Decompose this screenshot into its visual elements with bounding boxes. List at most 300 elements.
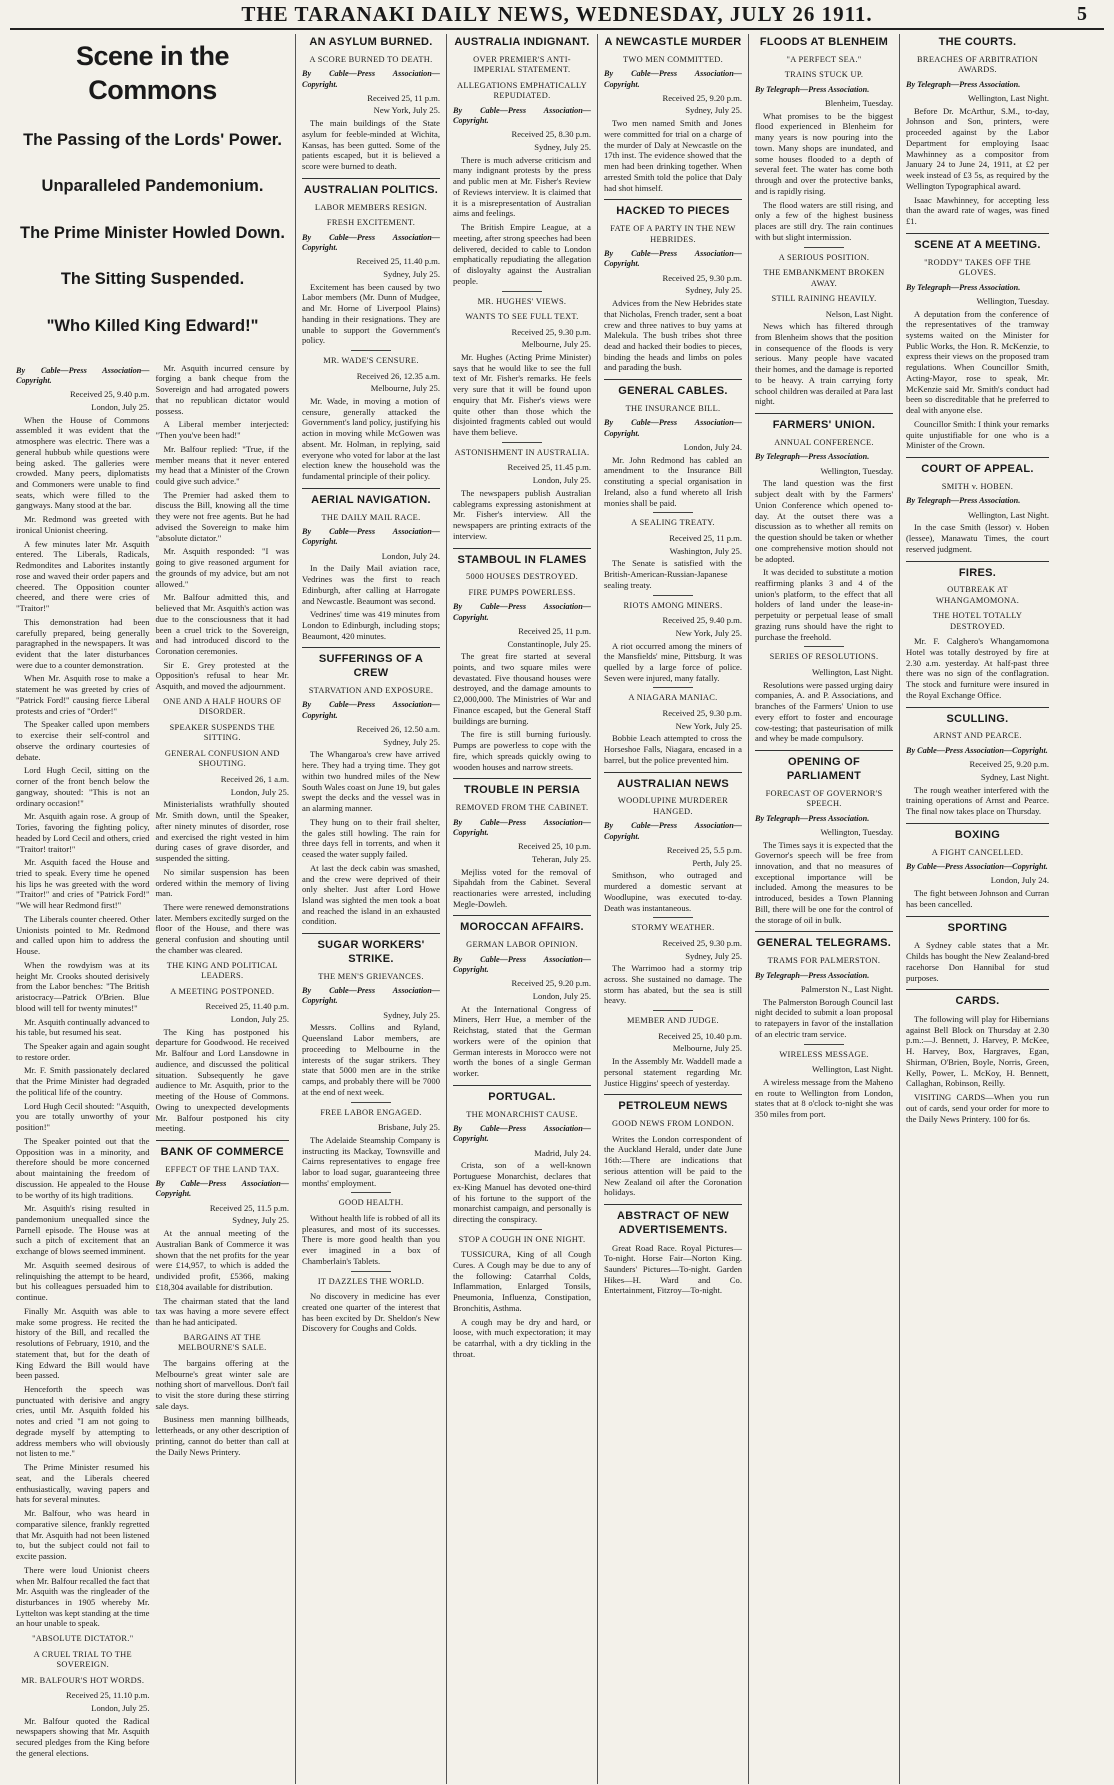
paragraph: A Sydney cable states that a Mr. Childs has bought the New Zealand-bred racehorse Don Hannibal for stud purposes. (906, 940, 1049, 983)
received-time: Received 25, 9.40 p.m. (662, 615, 742, 626)
dateline: Wellington, Last Night. (812, 1064, 893, 1075)
paragraph: Mr. Balfour admitted this, and believed that Mr. Asquith's action was due to the consciousness that it had been a cruel trick to the Sovereign, and had introduced discord to the Coronation ceremonies. (155, 592, 289, 656)
paragraph: Mr. F. Smith passionately declared that the Prime Minister had degraded the political life of the country. (16, 1065, 150, 1097)
paragraph: The Speaker again and again sought to restore order. (16, 1040, 150, 1062)
article-subhead: A SEALING TREATY. (631, 518, 715, 528)
article-headline: SCENE AT A MEETING. (906, 233, 1049, 253)
article-headline: ABSTRACT OF NEW ADVERTISEMENTS. (604, 1204, 742, 1238)
dateline: Sydney, July 25. (685, 950, 742, 961)
dateline: London, July 24. (990, 875, 1049, 886)
paragraph: Mr. Asquith incurred censure by forging a bank cheque from the Sovereign and had arrogated powers that no republican dictator would possess. (155, 362, 289, 416)
article-subhead: FREE LABOR ENGAGED. (320, 1107, 422, 1117)
article-headline: AN ASYLUM BURNED. (309, 36, 433, 48)
paragraph: The Whangaroa's crew have arrived here. They had a trying time. They got within two hundred miles of the New South Wales coast on June 19, but gales swept the decks and the vessel was in an alarming manner. (302, 749, 440, 814)
subheadline: Unparalleled Pandemonium. (41, 177, 264, 196)
byline: By Cable—Press Association—Copyright. (906, 862, 1048, 872)
article-subhead: THE HOTEL TOTALLY DESTROYED. (932, 611, 1023, 631)
byline: By Cable—Press Association—Copyright. (453, 954, 591, 974)
received-time: Received 25, 9.20 p.m. (511, 978, 591, 989)
byline: By Cable—Press Association—Copyright. (604, 418, 742, 438)
article-subhead: THE MONARCHIST CAUSE. (466, 1109, 578, 1119)
section-subhead: MR. BALFOUR'S HOT WORDS. (21, 1675, 145, 1685)
byline: By Telegraph—Press Association. (755, 452, 870, 462)
paragraph: Finally Mr. Asquith was able to make some progress. He recited the history of the Bill, and recalled the resolutions of February, 1910, and the statement that, but for the death of King Edward the Bill would have been passed. (16, 1305, 150, 1381)
received-time: Received 25, 11.10 p.m. (66, 1690, 150, 1701)
paragraph: The King has postponed his departure for Goodwood. He received Mr. Balfour and Lord Lansdowne in audience, and discussed the political situation. Subsequently he gave audience to Mr. Asquith, prior to the meeting of the House of Commons. Owing to unexpected developments Mr. Balfour postponed his city meeting. (155, 1026, 289, 1134)
article-headline: COURT OF APPEAL. (906, 457, 1049, 477)
paragraph: Before Dr. McArthur, S.M., to-day, Johnson and Son, printers, were proceeded against by the Labor Department for employing Isaac Mawhinney as a compositor from January 24 to June 24, 1911, at £2 per week instead of £3 5s, as required by the Wellington Typographical award. (906, 105, 1049, 191)
paragraph: A cough may be dry and hard, or loose, with much expectoration; it may be catarrhal, with a dry tickling in the throat. (453, 1316, 591, 1359)
received-time: Received 26, 12.50 a.m. (356, 723, 440, 734)
byline: By Telegraph—Press Association. (755, 970, 870, 980)
dateline: Sydney, Last Night. (980, 771, 1049, 782)
article-subhead: A SCORE BURNED TO DEATH. (309, 54, 433, 64)
paragraph: Without health life is robbed of all its pleasures, and most of its successes. There is more good health than you ever imagined in a box of Chamberlain's Tablets. (302, 1212, 440, 1266)
paragraph: A riot occurred among the miners of the Mansfields' mine, Pittsburg. It was quelled by a large force of police. Seven were injured, many fatally. (604, 640, 742, 683)
byline: By Cable—Press Association—Copyright. (302, 69, 440, 89)
paragraph: Messrs. Collins and Ryland, Queensland Labor members, are proceeding to Melbourne in the interests of the sugar strikers. They state that 5000 men are in the strike camps, and probably there will be 7000 at the end of next week. (302, 1022, 440, 1097)
article-subhead: FATE OF A PARTY IN THE NEW HEBRIDES. (610, 224, 736, 244)
dateline: Sydney, July 25. (685, 285, 742, 296)
article-subhead: WIRELESS MESSAGE. (779, 1049, 869, 1059)
byline: By Cable—Press Association—Copyright. (453, 817, 591, 837)
paragraph: In the case Smith (lessor) v. Hoben (lessee), Manawatu Times, the court reserved judgment. (906, 522, 1049, 554)
paragraph: The Warrimoo had a stormy trip across. She sustained no damage. The storm has abated, but the sea is still heavy. (604, 963, 742, 1006)
divider-rule (502, 442, 542, 443)
paragraph: Mr. Hughes (Acting Prime Minister) says that he would like to see the full text of Mr. Fisher's remarks. He feels very sure that it will be found upon enquiry that Mr. Fisher's views were quite other than those which the disjointed fragments cabled out would have them believe. (453, 352, 591, 438)
section-head: "ABSOLUTE DICTATOR." (32, 1634, 134, 1644)
paragraph: Mr. Balfour replied: "True, if the member means that it never entered my head that a Minister of the Crown could give such advice." (155, 443, 289, 486)
article-headline: TROUBLE IN PERSIA (453, 778, 591, 798)
article-headline: GENERAL CABLES. (604, 379, 742, 399)
received-time: Received 25, 11.5 p.m. (209, 1202, 289, 1213)
paragraph: Mr. Balfour, who was heard in comparative silence, frankly regretted that Mr. Asquith had not been listened to, but the subject could not fail to excite passion. (16, 1508, 150, 1562)
paragraph: The Palmerston Borough Council last night decided to submit a loan proposal to ratepayers in favor of the installation of an electric tram service. (755, 996, 893, 1039)
section-subhead: SPEAKER SUSPENDS THE SITTING. (169, 722, 275, 743)
article-subhead: SERIES OF RESOLUTIONS. (769, 652, 879, 662)
byline: By Cable—Press Association—Copyright. (453, 1124, 591, 1144)
column-2 (296, 34, 447, 1784)
column-5 (749, 34, 900, 1784)
section-subhead: A CRUEL TRIAL TO THE SOVEREIGN. (33, 1649, 132, 1670)
divider-rule (653, 1010, 693, 1011)
paragraph: At the International Congress of Miners, Herr Hue, a member of the Reichstag, stated that the German workers were of the opinion that German interests in Morocco were not worth the bones of a single German worker. (453, 1003, 591, 1079)
paragraph: Mr. Asquith responded: "I was going to give reasoned argument for the grounds of my advice, but am not allowed." (155, 546, 289, 589)
article-subhead: MR. HUGHES' VIEWS. (477, 296, 567, 306)
paragraph: Business men manning billheads, letterheads, or any other description of printing, cannot do better than call at the Daily News Printery. (155, 1414, 289, 1457)
subheadline: The Sitting Suspended. (60, 270, 245, 289)
article-headline: SCULLING. (906, 707, 1049, 727)
received-time: Received 25, 9.30 p.m. (511, 326, 591, 337)
received-time: Received 25, 9.30 p.m. (662, 937, 742, 948)
dateline: New York, July 25. (675, 627, 742, 638)
divider-rule (502, 291, 542, 292)
paragraph: Mr. F. Calghero's Whangamomona Hotel was totally destroyed by fire at 2.30 a.m. yesterday. At half-past three there was no sign of the conflagration. The stock and furniture were insured in the Royal Exchange Office. (906, 636, 1049, 700)
divider-rule (653, 687, 693, 688)
paragraph: Mr. Asquith continually advanced to his table, but resumed his seat. (16, 1016, 150, 1038)
divider-rule (351, 1192, 391, 1193)
sub-sections (156, 697, 290, 1134)
paragraph: The Senate is satisfied with the British-American-Russian-Japanese sealing treaty. (604, 558, 742, 590)
paragraph: A wireless message from the Maheno en route to Wellington from London, states that at 8 o'clock to-night she was 350 miles from port. (755, 1076, 893, 1120)
paragraph: Crista, son of a well-known Portuguese Monarchist, declares that ex-King Manuel has devoted one-third of his fortune to the support of the monarchist campaign, and personally is directing the conspiracy. (453, 1160, 591, 1224)
paragraph: The fight between Johnson and Curran has been cancelled. (906, 888, 1049, 909)
article-subhead: WANTS TO SEE FULL TEXT. (465, 312, 579, 322)
paragraph: TUSSICURA, King of all Cough Cures. A Cough may be due to any of the following: Catarrhal Colds, Inflammation, Enlarged Tonsils, Pneumonia, Influenza, Constipation, Bronchitis, Asthma. (453, 1249, 591, 1313)
paragraph: At last the deck cabin was smashed, and the crew were deprived of their only shelter. Just after Lord Howe Island was sighted the men took a boat and reached the island in an exhausted condition. (302, 862, 440, 927)
article-subhead: ALLEGATIONS EMPHATICALLY REPUDIATED. (457, 80, 587, 101)
paragraph: The British Empire League, at a meeting, after strong speeches had been delivered, decided to cable to London emphatically repudiating the allegation of disloyalty against the Australian people. (453, 222, 591, 286)
article-headline: GENERAL TELEGRAMS. (755, 931, 893, 951)
paragraph: The Premier had asked them to discuss the Bill, knowing all the time they were not free agents. But he had advised the Sovereign to make him "absolute dictator." (155, 489, 289, 543)
divider-rule (804, 247, 844, 248)
article-headline: SUFFERINGS OF A CREW (302, 647, 440, 681)
received-time: Received 25, 9.30 p.m. (662, 272, 742, 283)
dateline: Sydney, July 25. (232, 1215, 289, 1226)
dateline: New York, July 25. (373, 105, 440, 116)
received-time: Received 26, 1 a.m. (220, 773, 289, 784)
byline: By Cable—Press Association—Copyright. (302, 527, 440, 547)
paragraph: The flood waters are still rising, and only a few of the highest business places are still dry. The rain continues with but slight intermission. (755, 199, 893, 242)
byline: By Telegraph—Press Association. (906, 282, 1021, 292)
dateline: Sydney, July 25. (534, 141, 591, 152)
paragraph: No discovery in medicine has ever created one quarter of the interest that has been excited by Dr. Sheldon's New Discovery for Coughs and Colds. (302, 1291, 440, 1334)
article-headline: CARDS. (906, 989, 1049, 1009)
article-subhead: "RODDY" TAKES OFF THE GLOVES. (924, 257, 1031, 278)
column-4 (598, 34, 749, 1784)
paragraph: They hung on to their frail shelter, the gales still howling. The rain for three days fell in torrents, and when it ceased the water supply failed. (302, 816, 440, 860)
paragraph: Mr. Asquith again rose. A group of Tories, favoring the fighting policy, headed by Lord Cecil and others, cried "Traitor! traitor!" (16, 811, 150, 854)
byline: By Cable—Press Association—Copyright. (453, 105, 591, 125)
article-subhead: A NIAGARA MANIAC. (628, 693, 718, 703)
article-subhead: THE EMBANKMENT BROKEN AWAY. (763, 268, 885, 288)
article-subhead: FIRE PUMPS POWERLESS. (468, 587, 576, 597)
dateline: London, July 25. (91, 1702, 150, 1713)
subheadline: The Prime Minister Howled Down. (20, 223, 285, 242)
columns (10, 34, 1104, 1784)
dateline: Perth, July 25. (692, 857, 742, 868)
paragraph: VISITING CARDS—When you run out of cards, send your order for more to the Daily News Printery. 100 for 6s. (906, 1092, 1049, 1124)
article-subhead: WOODLUPINE MURDERER HANGED. (617, 796, 729, 816)
paragraph: Mr. John Redmond has cabled an amendment to the Insurance Bill constituting a special organisation in Ireland, also a fund whereto all Irish monies shall be paid. (604, 454, 742, 508)
paragraph: When the rowdyism was at its height Mr. Crooks shouted derisively from the Labor benches: "The British aristocracy—Patrick O'Brien. Blue blood will tell for twenty minutes!" (16, 959, 150, 1013)
paragraph: Mr. Asquith seemed desirous of relinquishing the attempt to be heard, but his colleagues persuaded him to continue. (16, 1259, 150, 1303)
paragraph: Great Road Race. Royal Pictures—To-night. Horse Fair—Norton King. Saunders' Pictures—To-night. Garden Hikes—H. Ward and Co. Entertainment, Fitzroy—To-night. (604, 1242, 742, 1296)
paragraph: There were loud Unionist cheers when Mr. Balfour recalled the fact that Mr. Asquith was the ringleader of the disturbances in 1905 whereby Mr. Lyttelton was kept standing at the time an hour unable to speak. (16, 1564, 150, 1629)
article-subhead: A FIGHT CANCELLED. (931, 847, 1024, 857)
dateline: Sydney, July 25. (383, 1009, 440, 1020)
paragraph: Bobbie Leach attempted to cross the Horseshoe Falls, Niagara, encased in a barrel, but the police prevented him. (604, 733, 742, 765)
article-subhead: FRESH EXCITEMENT. (326, 218, 416, 228)
paragraph: At the annual meeting of the Australian Bank of Commerce it was shown that the net profits for the year were £14,957, to which is added the undivided profit, £5366, making £18,304 available for distribution. (155, 1228, 289, 1292)
article-body (16, 1716, 150, 1759)
paragraph: A Liberal member interjected: "Then you've been had!" (155, 419, 289, 441)
paragraph: The bargains offering at the Melbourne's great winter sale are nothing short of marvellous. Don't fail to visit the store during these stirring sale days. (155, 1357, 289, 1411)
paragraph: The Adelaide Steamship Company is instructing its Mackay, Townsville and Cairns representatives to engage free labor to load sugar, guaranteeing three months' employment. (302, 1134, 440, 1188)
paragraph: In the Assembly Mr. Waddell made a personal statement regarding Mr. Justice Higgins' speech of yesterday. (604, 1056, 742, 1088)
divider-rule (653, 917, 693, 918)
dateline: London, July 25. (230, 1013, 289, 1024)
received-time: Received 25, 9.20 p.m. (662, 92, 742, 103)
byline: By Cable—Press Association—Copyright. (302, 232, 440, 252)
article-headline: A NEWCASTLE MURDER (604, 36, 742, 48)
paragraph: Lord Hugh Cecil shouted: "Asquith, you are totally unworthy of your position!" (16, 1100, 150, 1133)
dateline: Wellington, Last Night. (812, 666, 893, 677)
article-body (156, 1228, 290, 1328)
byline: By Telegraph—Press Association. (755, 84, 870, 94)
paragraph: When Mr. Asquith rose to make a statement he was greeted by cries of "Patrick Ford!" causing fierce Liberal protests and cries of "Order!" (16, 673, 150, 716)
received-time: Received 25, 10.40 p.m. (658, 1030, 742, 1041)
page-number: 5 (1077, 3, 1088, 25)
paragraph: There is much adverse criticism and many indignant protests by the press and public men at Mr. Fisher's Review of Reviews interview. It is claimed that it is a misrepresentation of Australian aims and feelings. (453, 154, 591, 219)
received-time: Received 25, 9.40 p.m. (70, 389, 150, 400)
paragraph: Mr. Asquith faced the House and tried to speak. Every time he opened his lips he was greeted with the word "Traitor!" and cries of "Patrick Ford!" "We will hear Redmond first!" (16, 857, 150, 911)
article-subhead: REMOVED FROM THE CABINET. (455, 803, 589, 813)
article-headline: BANK OF COMMERCE (156, 1140, 290, 1160)
article-headline: FLOODS AT BLENHEIM (759, 36, 889, 48)
paragraph: A deputation from the conference of the representatives of the tramway systems waited on the Minister for Public Works, the Hon. R. McKenzie, to express their views on the proposed tram regulations. When Councillor Smith, Acting-Mayor, rose to speak, Mr. McKenzie said Mr. Smith's conduct had been so discreditable that he preferred to deal with anyone else. (906, 308, 1049, 416)
byline: By Telegraph—Press Association. (906, 79, 1021, 89)
divider-rule (653, 595, 693, 596)
article-subhead: EFFECT OF THE LAND TAX. (165, 1164, 280, 1174)
paragraph: Isaac Mawhinney, for accepting less than the award rate of wages, was fined £1. (906, 194, 1049, 227)
dateline: Wellington, Tuesday. (976, 295, 1049, 306)
byline: By Telegraph—Press Association. (755, 813, 870, 823)
dateline: Wellington, Last Night. (968, 509, 1049, 520)
article-headline: FARMERS' UNION. (755, 413, 893, 433)
article-subhead: GERMAN LABOR OPINION. (466, 940, 578, 950)
article-headline: HACKED TO PIECES (604, 199, 742, 219)
article-subhead: THE DAILY MAIL RACE. (321, 512, 421, 522)
subheadline: "Who Killed King Edward!" (46, 317, 259, 335)
paragraph: The great fire started at several points, and two square miles were devastated. Five thousand houses were destroyed, and the damage amounts to £2,000,000. The Ministries of War and Finance escaped, but the General Staff buildings are burning. (453, 651, 591, 726)
article-headline: BOXING (906, 823, 1049, 843)
paragraph: Mr. Redmond was greeted with ironical Unionist cheering. (16, 514, 150, 535)
article-subhead: OUTBREAK AT WHANGAMOMONA. (935, 585, 1020, 605)
article-subhead: ANNUAL CONFERENCE. (774, 437, 874, 447)
dateline: London, July 25. (532, 475, 591, 486)
divider-rule (804, 1044, 844, 1045)
article-subhead: BREACHES OF ARBITRATION AWARDS. (917, 54, 1038, 75)
article-subhead: STOP A COUGH IN ONE NIGHT. (458, 1234, 586, 1244)
section-head: BARGAINS AT THE MELBOURNE'S SALE. (177, 1332, 267, 1353)
paragraph: Advices from the New Hebrides state that Nicholas, French trader, sent a boat crew and three natives to buy yams at Malekula. The bush tribes shot three dead and hacked their bodies to pieces, binding the heads and limbs on poles and parading the bush. (604, 298, 742, 373)
received-time: Received 25, 9.30 p.m. (662, 707, 742, 718)
article-body (156, 1358, 290, 1458)
article-subhead: MR. WADE'S CENSURE. (323, 356, 419, 366)
paragraph: What promises to be the biggest flood experienced in Blenheim for many years is now pouring into the town. Many shops are inundated, and some houses flooded to a depth of several feet. The water has come both through and over the protective banks, and is rapidly rising. (755, 110, 893, 196)
article-headline: MOROCCAN AFFAIRS. (453, 915, 591, 935)
paragraph: Vedrines' time was 419 minutes from London to Edinburgh, including stops; Beaumont, 420 minutes. (302, 609, 440, 641)
dateline: Melbourne, July 25. (672, 1043, 742, 1054)
dateline: Brisbane, July 25. (377, 1122, 440, 1133)
received-time: Received 25, 11 p.m. (367, 92, 440, 103)
paragraph: Councillor Smith: I think your remarks quite unjustifiable for one who is a Minister of the Crown. (906, 418, 1049, 451)
paragraph: The Speaker pointed out that the Opposition was in a minority, and therefore should be more concerned about maintaining the freedom of discussion. He appealed to the House to be worthy of its high traditions. (16, 1135, 150, 1200)
article-subhead: STILL RAINING HEAVILY. (771, 294, 877, 304)
paragraph: Mr. Wade, in moving a motion of censure, generally attacked the Government's land policy, justifying his action in moving while McGowen was absent. Mr. Holman, in replying, said everyone who voted for labor at the last election knew the household was the fundamental principle of their policy. (302, 395, 440, 482)
article-subhead: IT DAZZLES THE WORLD. (317, 1276, 425, 1286)
paragraph: Mr. Balfour quoted the Radical newspapers showing that Mr. Asquith secured pledges from the King before the general elections. (16, 1715, 150, 1758)
section-head: THE KING AND POLITICAL LEADERS. (166, 960, 278, 981)
article-headline: SUGAR WORKERS' STRIKE. (302, 933, 440, 967)
byline: By Telegraph—Press Association. (906, 496, 1021, 506)
article-subhead: TWO MEN COMMITTED. (622, 54, 724, 64)
received-time: Received 25, 5.5 p.m. (666, 844, 742, 855)
byline: By Cable—Press Association—Copyright. (906, 745, 1048, 755)
dateline: London, July 25. (91, 401, 150, 412)
article-subhead: LABOR MEMBERS RESIGN. (314, 202, 428, 212)
dateline: Wellington, Tuesday. (820, 826, 893, 837)
dateline: Melbourne, July 25. (521, 339, 591, 350)
byline: By Cable—Press Association—Copyright. (604, 69, 742, 89)
paragraph: The Times says it is expected that the Governor's speech will be free from innovation, and that no measures of exceptional importance will be included. Among the measures to be introduced, besides a Town Planning Bill, there will be one for the control of the storage of oil in bulk. (755, 839, 893, 925)
article-subhead: GOOD NEWS FROM LONDON. (612, 1119, 734, 1129)
section-head: ONE AND A HALF HOURS OF DISORDER. (163, 696, 282, 717)
section-subhead: A MEETING POSTPONED. (170, 986, 275, 996)
received-time: Received 26, 12.35 a.m. (356, 370, 440, 381)
dateline: Wellington, Tuesday. (820, 465, 893, 476)
paragraph: No similar suspension has been ordered within the memory of living man. (155, 866, 289, 899)
masthead-title: THE TARANAKI DAILY NEWS, WEDNESDAY, JULY 26 1911. (241, 1, 873, 26)
divider-rule (351, 1102, 391, 1103)
paragraph: Ministerialists wrathfully shouted Mr. Smith down, until the Speaker, after ninety minutes of disorder, rose and exercised the right vested in him during cases of grave disorder, and suspended the sitting. (155, 799, 289, 864)
article-subhead: STORMY WEATHER. (631, 923, 715, 933)
paragraph: Mejliss voted for the removal of Sipahdah from the Cabinet. Several reactionaries were arrested, including Megle-Dowleh. (453, 866, 591, 909)
paragraph: This demonstration had been carefully prepared, being generally paragraphed in the newspapers. It was evident that the later disturbances were due to a counter demonstration. (16, 616, 150, 670)
masthead (10, 0, 1104, 30)
column-3 (447, 34, 598, 1784)
column-commons (10, 34, 296, 1784)
paragraph: The following will play for Hibernians against Bell Block on Thursday at 2.30 p.m.:—J. Bennett, J. Harvey, P. McKee, H. Harvey, Box, Hargraves, Egan, Shirman, O'Brien, Boyle, Norris, Green, Kelly, Power, L. McKoy, H. Bennett, Callaghan, Robinson, Reilly. (906, 1014, 1049, 1089)
dateline: Wellington, Last Night. (968, 93, 1049, 103)
article-subhead: ARNST AND PEARCE. (933, 731, 1022, 741)
dateline: Sydney, July 25. (685, 105, 742, 116)
article-subhead: FORECAST OF GOVERNOR'S SPEECH. (765, 788, 883, 809)
article-subhead: THE INSURANCE BILL. (625, 403, 721, 413)
dateline: London, July 25. (532, 990, 591, 1001)
article-subhead: TRAINS STUCK UP. (784, 70, 864, 80)
paragraph: Smithson, who outraged and murdered a domestic servant at Woodlupine, was executed to-day. Death was instantaneous. (604, 870, 742, 913)
paragraph: The rough weather interfered with the training operations of Arnst and Pearce. The final now takes place on Thursday. (906, 784, 1049, 817)
section-subhead: GENERAL CONFUSION AND SHOUTING. (164, 748, 280, 769)
paragraph: The main buildings of the State asylum for feeble-minded at Wichita, Kansas, has been gutted. Some of the patients escaped, but it is believed a score were burned to death. (302, 118, 440, 172)
divider-rule (351, 350, 391, 351)
dateline: London, July 24. (683, 441, 742, 452)
paragraph: There were renewed demonstrations later. Members excitedly surged on the floor of the House, and there was general confusion and shouting until the chamber was cleared. (155, 902, 289, 955)
article-body (16, 415, 150, 1630)
byline: By Cable—Press Association—Copyright. (16, 365, 150, 385)
article-headline: PORTUGAL. (453, 1085, 591, 1105)
commons-left-column (16, 363, 150, 1762)
article-body (156, 363, 290, 692)
paragraph: Mr. Asquith's rising resulted in pandemonium unequalled since the Parnell episode. The House was at such a pitch of excitement that an exchange of blows seemed imminent. (16, 1203, 150, 1257)
paragraph: In the Daily Mail aviation race, Vedrines was the first to reach Edinburgh, after calling at Harrogate and Newcastle. Beaumont was second. (302, 563, 440, 606)
dateline: Blenheim, Tuesday. (825, 98, 893, 108)
subheadline: The Passing of the Lords' Power. (23, 130, 282, 149)
dateline: Washington, July 25. (669, 545, 742, 556)
paragraph: Two men named Smith and Jones were committed for trial on a charge of the murder of Daly at Newcastle on the 17th inst. The evidence showed that the men had been drinking together. When arrested Smith told the police that Daly had shot himself. (604, 118, 742, 193)
article-subhead: THE MEN'S GRIEVANCES. (318, 971, 424, 981)
divider-rule (653, 512, 693, 513)
paragraph: The fire is still burning furiously. Pumps are powerless to cope with the fire, which spreads quickly owing to wooden houses and narrow streets. (453, 729, 591, 772)
article-headline: AUSTRALIAN POLITICS. (302, 178, 440, 198)
byline: By Cable—Press Association—Copyright. (155, 1179, 289, 1199)
column-6 (900, 34, 1055, 1784)
main-headline: Scene in the Commons (75, 41, 230, 105)
dateline: London, July 24. (381, 550, 440, 561)
paragraph: It was decided to substitute a motion reaffirming planks 3 and 4 of the union's platform, to the effect that all holders of land under the lease-in-perpetuity or perpetual lease of small grazing runs should have the right to purchase the freehold. (755, 567, 893, 642)
byline: By Cable—Press Association—Copyright. (453, 602, 591, 622)
article-subhead: "A PERFECT SEA." (786, 54, 862, 64)
dateline: New York, July 25. (675, 720, 742, 731)
received-time: Received 25, 11.45 p.m. (507, 462, 591, 473)
article-subhead: SMITH v. HOBEN. (941, 481, 1014, 491)
received-time: Received 25, 11.40 p.m. (356, 256, 440, 267)
article-headline: OPENING OF PARLIAMENT (755, 750, 893, 784)
divider-rule (351, 1271, 391, 1272)
received-time: Received 25, 8.30 p.m. (511, 129, 591, 140)
article-subhead: STARVATION AND EXPOSURE. (308, 685, 434, 695)
paragraph: The land question was the first subject dealt with by the Farmers' Union Conference which opened to-day. At the outset there was a discussion as to whether all remits on the question should be taken or whether one comprehensive motion should not be adopted. (755, 478, 893, 564)
paragraph: News which has filtered through from Blenheim shows that the position in consequence of the floods is very serious. Many people have vacated their homes, and the damage is reported to be heavy. A train carrying forty school children was derailed at Para last night. (755, 321, 893, 407)
article-headline: PETROLEUM NEWS (604, 1094, 742, 1114)
article-subhead: OVER PREMIER'S ANTI-IMPERIAL STATEMENT. (473, 54, 571, 75)
article-headline: AUSTRALIA INDIGNANT. (454, 36, 590, 48)
paragraph: The chairman stated that the land tax was having a more severe effect than he had anticipated. (155, 1295, 289, 1328)
article-subhead: TRAMS FOR PALMERSTON. (767, 956, 881, 966)
divider-rule (804, 646, 844, 647)
article-headline: AUSTRALIAN NEWS (604, 772, 742, 792)
article-headline: STAMBOUL IN FLAMES (453, 548, 591, 568)
paragraph: A few minutes later Mr. Asquith entered. The Liberals, Radicals, Redmondites and Laborites instantly rose and waved their order papers and cheered. The Opposition counter cheered, and there were cries of "Traitor!" (16, 538, 150, 614)
received-time: Received 25, 11.40 p.m. (205, 1001, 289, 1012)
paragraph: Lord Hugh Cecil, sitting on the corner of the front bench below the gangway, shouted: "This is not an ordinary occasion!" (16, 765, 150, 808)
paragraph: Sir E. Grey protested at the Opposition's refusal to hear Mr. Asquith, and moved the adjournment. (155, 659, 289, 692)
dateline: Palmerston N., Last Night. (800, 983, 893, 994)
byline: By Cable—Press Association—Copyright. (302, 986, 440, 1006)
article-headline: SPORTING (906, 916, 1049, 936)
paragraph: When the House of Commons assembled it was evident that the atmosphere was electric. There was a general hubbub while questions were being asked. The galleries were crowded. Many peers, diplomatists and Commoners were unable to find seats, which were filled to the gangways. Many stood at the bar. (16, 414, 150, 511)
paragraph: Resolutions were passed urging dairy companies, A. and P. Associations, and branches of the Farmers' Union to use every effort to foster and encourage cow-testing; that pasteurisation of milk and whey be made compulsory. (755, 679, 893, 744)
dateline: London, July 25. (230, 786, 289, 797)
article-headline: THE COURTS. (938, 36, 1017, 48)
article-subhead: ASTONISHMENT IN AUSTRALIA. (454, 447, 590, 457)
paragraph: Henceforth the speech was punctuated with derisive and angry cries, until Mr. Asquith folded his notes and cried "I am not going to degrade myself by attempting to address members who will obviously not listen to me." (16, 1384, 150, 1459)
received-time: Received 25, 11 p.m. (518, 625, 591, 636)
article-headline: FIRES. (906, 561, 1049, 581)
received-time: Received 25, 10 p.m. (517, 841, 591, 852)
dateline: Constantinople, July 25. (507, 638, 591, 649)
paragraph: The Prime Minister resumed his seat, and the Liberals cheered enthusiastically, waving papers and hats for several minutes. (16, 1462, 150, 1505)
article-subhead: A SERIOUS POSITION. (778, 252, 870, 262)
article-subhead: 5000 HOUSES DESTROYED. (466, 572, 578, 582)
commons-right-column (156, 363, 290, 1762)
article-subhead: GOOD HEALTH. (338, 1198, 404, 1208)
byline: By Cable—Press Association—Copyright. (604, 249, 742, 269)
dateline: Melbourne, July 25. (370, 383, 440, 394)
received-time: Received 25, 11 p.m. (669, 532, 742, 543)
article-headline: AERIAL NAVIGATION. (302, 488, 440, 508)
byline: By Cable—Press Association—Copyright. (604, 821, 742, 841)
article-subhead: MEMBER AND JUDGE. (627, 1016, 719, 1026)
paragraph: The Liberals counter cheered. Other Unionists pointed to Mr. Redmond and called upon him to address the House. (16, 913, 150, 957)
article-subhead: RIOTS AMONG MINERS. (623, 600, 723, 610)
dateline: Sydney, July 25. (383, 736, 440, 747)
received-time: Received 25, 9.20 p.m. (969, 759, 1049, 770)
dateline: Teheran, July 25. (531, 853, 591, 864)
commons-body (16, 363, 289, 1762)
